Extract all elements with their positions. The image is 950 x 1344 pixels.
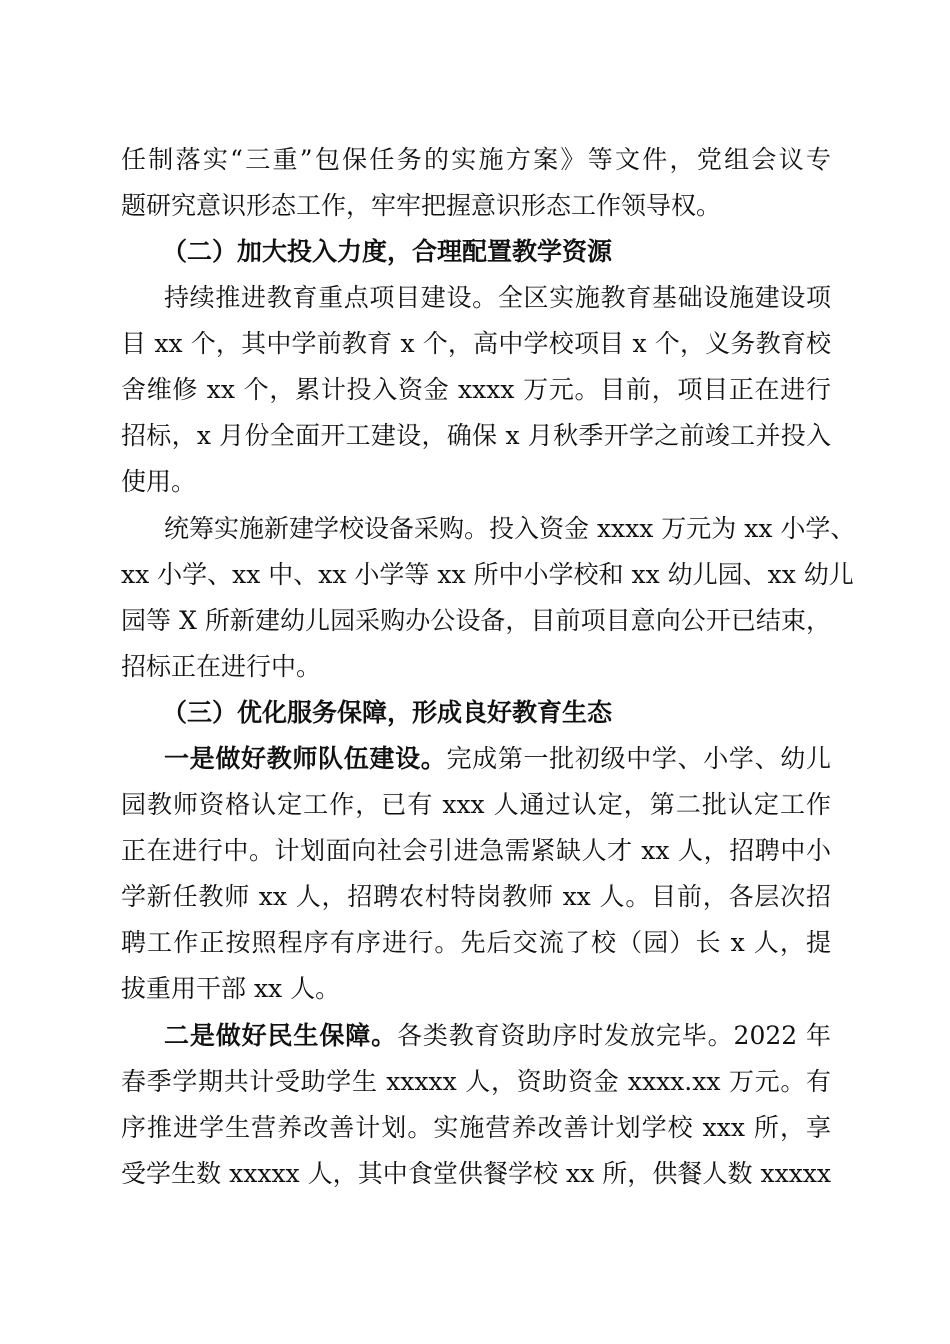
para-teachers-line-5: 聘工作正按照程序有序进行。先后交流了校（园）长 x 人，提 [121, 928, 831, 957]
para-livelihood-line-2: 春季学期共计受助学生 xxxxx 人，资助资金 xxxx.xx 万元。有 [121, 1067, 831, 1096]
para-livelihood-line-1-text: 各类教育资助序时发放完毕。2022 年 [397, 1021, 831, 1050]
para-livelihood-line-1 [164, 1013, 831, 1059]
para-intro-line-1: 任制落实“三重”包保任务的实施方案》等文件，党组会议专 [121, 145, 831, 174]
para-teachers-line-2: 园教师资格认定工作，已有 xxx 人通过认定，第二批认定工作 [121, 790, 831, 819]
section-heading-3: （三）优化服务保障，形成良好教育生态 [162, 698, 613, 727]
para-projects-line-2: 目 xx 个，其中学前教育 x 个，高中学校项目 x 个，义务教育校 [121, 329, 831, 358]
para-projects-line-3: 舍维修 xx 个，累计投入资金 xxxx 万元。目前，项目正在进行 [121, 375, 831, 404]
para-projects-line-4: 招标，x 月份全面开工建设，确保 x 月秋季开学之前竣工并投入 [121, 421, 831, 450]
para-teachers-line-3: 正在进行中。计划面向社会引进急需紧缺人才 xx 人，招聘中小 [121, 836, 831, 865]
para-teachers-line-1 [164, 736, 831, 782]
section-heading-2: （二）加大投入力度，合理配置教学资源 [162, 237, 613, 266]
para-teachers-lead: 一是做好教师队伍建设。 [164, 744, 447, 773]
para-livelihood-line-3: 序推进学生营养改善计划。实施营养改善计划学校 xxx 所，享 [121, 1113, 831, 1142]
para-equipment-line-2: xx 小学、xx 中、xx 小学等 xx 所中小学校和 xx 幼儿园、xx 幼儿 [121, 560, 854, 589]
para-livelihood-lead: 二是做好民生保障。 [164, 1021, 397, 1050]
para-equipment-line-1: 统筹实施新建学校设备采购。投入资金 xxxx 万元为 xx 小学、 [164, 514, 856, 543]
para-teachers-line-6: 拔重用干部 xx 人。 [121, 974, 341, 1003]
para-teachers-line-4: 学新任教师 xx 人，招聘农村特岗教师 xx 人。目前，各层次招 [121, 882, 831, 911]
para-teachers-line-1-text: 完成第一批初级中学、小学、幼儿 [446, 744, 831, 773]
para-livelihood-line-4: 受学生数 xxxxx 人，其中食堂供餐学校 xx 所，供餐人数 xxxxx [121, 1159, 831, 1188]
para-equipment-line-4: 招标正在进行中。 [121, 652, 322, 681]
para-intro-line-2: 题研究意识形态工作，牢牢把握意识形态工作领导权。 [121, 191, 722, 220]
para-equipment-line-3: 园等 X 所新建幼儿园采购办公设备，目前项目意向公开已结束， [121, 606, 831, 635]
para-projects-line-5: 使用。 [121, 467, 197, 496]
para-projects-line-1: 持续推进教育重点项目建设。全区实施教育基础设施建设项 [164, 283, 831, 312]
